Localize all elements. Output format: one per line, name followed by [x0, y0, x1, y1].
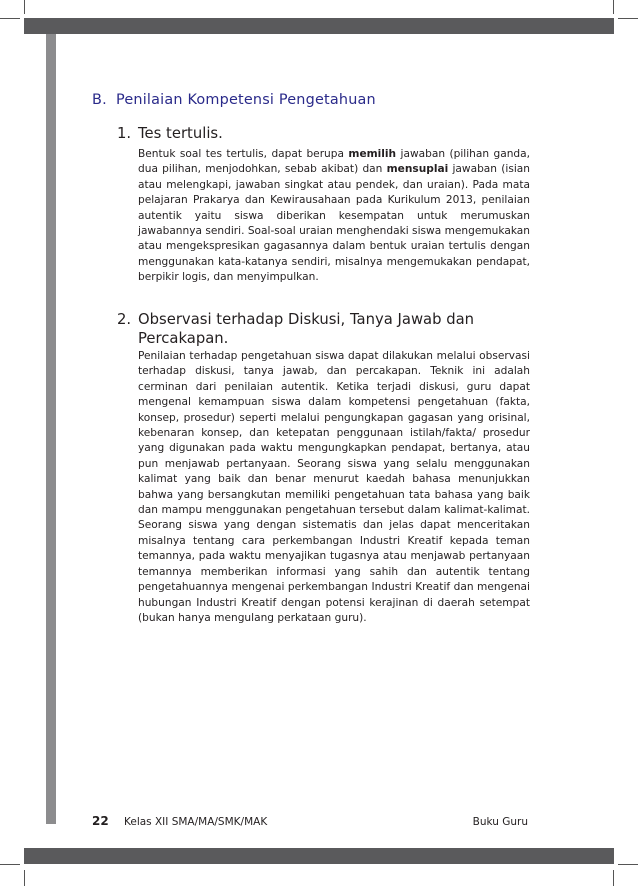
- item-1-number: 1.: [117, 125, 132, 142]
- item-1-title: Tes tertulis.: [138, 125, 223, 142]
- crop-mark: [613, 870, 614, 886]
- top-border-bar: [24, 18, 614, 34]
- section-letter: B.: [92, 92, 107, 108]
- para-text: jawaban (pilihan ganda, dua pilihan, menjodohkan, sebab akibat) dan: [138, 148, 530, 176]
- item-2-heading: [117, 310, 537, 348]
- footer-right-label: Buku Guru: [472, 816, 528, 828]
- bold-term-mensuplai: mensuplai: [386, 163, 449, 176]
- para-text: Bentuk soal tes tertulis, dapat berupa: [138, 148, 349, 160]
- left-border-bar: [46, 34, 56, 824]
- crop-mark: [618, 18, 638, 19]
- bottom-border-bar: [24, 848, 614, 864]
- para-text: jawaban (isian atau melengkapi, jawaban singkat atau pendek, dan uraian). Pada mata pelajaran Prakarya dan Kewirausahaan pada Kurikulum 2013, penilaian autentik yaitu siswa diberikan kesempatan untuk merumuskan jawabannya sendiri. Soal-soal uraian menghendaki siswa mengemukakan atau mengekspresikan gagasannya dalam bentuk uraian tertulis dengan menggunakan kata-katanya sendiri, misalnya mengemukakan pendapat, berpikir logis, dan menyimpulkan.: [138, 163, 530, 284]
- crop-mark: [0, 18, 20, 19]
- item-1-heading: [117, 124, 537, 143]
- bold-term-memilih: memilih: [348, 148, 397, 160]
- item-2-title: Observasi terhadap Diskusi, Tanya Jawab dan Percakapan.: [138, 311, 475, 347]
- crop-mark: [0, 864, 20, 865]
- section-title: Penilaian Kompetensi Pengetahuan: [116, 92, 376, 108]
- item-2-paragraph: Penilaian terhadap pengetahuan siswa dapat dilakukan melalui observasi terhadap diskusi, tanya jawab, dan percakapan. Teknik ini adalah cerminan dari penilaian autentik. Ketika terjadi diskusi, guru dapat mengenal kemampuan siswa dalam kompetensi pengetahuan (fakta, konsep, prosedur) seperti melalui pengungkapan gagasan yang orisinal, kebenaran konsep, dan ketepatan penggunaan istilah/fakta/ prosedur yang digunakan pada waktu mengungkapkan pendapat, bertanya, atau pun menjawab pertanyaan. Seorang siswa yang selalu menggunakan kalimat yang baik dan benar menurut kaedah bahasa menunjukkan bahwa yang bersangkutan memiliki pengetahuan tata bahasa yang baik dan mampu menggunakan pengetahuan tersebut dalam kalimat-kalimat. Seorang siswa yang dengan sistematis dan jelas dapat menceritakan misalnya tentang cara perkembangan Industri Kreatif kepada teman temannya, pada waktu menyajikan tugasnya atau menjawab pertanyaan temannya memberikan informasi yang sahih dan autentik tentang pengetahuannya mengenai perkembangan Industri Kreatif dan mengenai hubungan Industri Kreatif dengan potensi kerajinan di daerah setempat (bukan hanya mengulang perkataan guru).: [138, 350, 530, 624]
- crop-mark: [24, 0, 25, 14]
- page-number: 22: [92, 814, 109, 828]
- item-1-paragraph: [138, 147, 530, 286]
- crop-mark: [613, 0, 614, 14]
- footer-book-title: Kelas XII SMA/MA/SMK/MAK: [124, 816, 268, 828]
- section-heading: [92, 92, 532, 108]
- item-2-number: 2.: [117, 311, 132, 328]
- crop-mark: [618, 864, 638, 865]
- crop-mark: [24, 870, 25, 886]
